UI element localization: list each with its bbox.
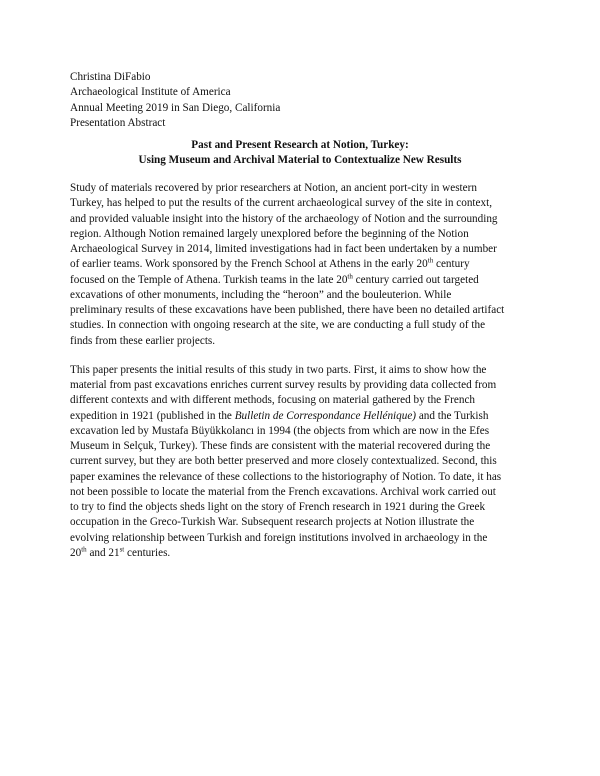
title-line-1: Past and Present Research at Notion, Turkey: <box>191 139 409 151</box>
journal-title: Bulletin de Correspondance Hellénique) <box>234 409 417 422</box>
paragraph-2-line: material from past excavations enriches current survey results by providing data collected from <box>70 379 497 391</box>
text-run: focused on the Temple of Athena. Turkish teams in the late 20 <box>70 273 348 286</box>
abstract-title <box>70 138 530 169</box>
paragraph-2 <box>70 363 532 561</box>
title-line-2: Using Museum and Archival Material to Contextualize New Results <box>138 154 462 167</box>
author-name: Christina DiFabio <box>70 71 151 83</box>
paragraph-1-line: finds from these earlier projects. <box>70 334 216 347</box>
text-run: 20 <box>70 546 82 559</box>
paragraph-2-line: evolving relationship between Turkish and foreign institutions involved in archaeology in the <box>70 531 488 544</box>
paragraph-1-line <box>70 273 532 288</box>
text-run: and the Turkish <box>416 409 489 422</box>
paragraph-1-line <box>70 257 532 272</box>
paragraph-1-line: and provided valuable insight into the history of the archaeology of Notion and the surrounding <box>70 212 498 225</box>
text-run: of earlier teams. Work sponsored by the French School at Athens in the early 20 <box>70 258 428 271</box>
paragraph-2-line: excavation led by Mustafa Büyükkolancı in 1994 (the objects from which are now in the Efes <box>70 424 490 437</box>
text-run: and 21 <box>86 546 120 559</box>
text-run: century <box>433 258 470 271</box>
superscript-ordinal: th <box>347 271 353 280</box>
paragraph-1-line: region. Although Notion remained largely unexplored before the beginning of the Notion <box>70 227 469 240</box>
paragraph-2-line: Museum in Selçuk, Turkey). These finds are consistent with the material recovered during the <box>70 440 491 452</box>
paragraph-1-line: excavations of other monuments, including the “heroon” and the bouleuterion. While <box>70 288 452 301</box>
abstract-body <box>70 181 532 575</box>
superscript-ordinal: th <box>81 545 87 554</box>
meeting-info: Annual Meeting 2019 in San Diego, California <box>70 101 281 114</box>
document-header <box>70 70 530 131</box>
paragraph-1-line: Archaeological Survey in 2014, limited investigations had in fact been undertaken by a number <box>70 243 497 255</box>
paragraph-1-line: Turkey, has helped to put the results of the current archaeological survey of the site in context, <box>70 197 492 210</box>
organization-name: Archaeological Institute of America <box>70 86 231 99</box>
paragraph-2-line: different contexts and with different methods, focusing on material gathered by the French <box>70 394 476 407</box>
paragraph-2-line <box>70 546 532 561</box>
paragraph-2-line: paper examines the relevance of these collections to the historiography of Notion. To date, it has <box>70 470 502 483</box>
paragraph-1-line: studies. In connection with ongoing research at the site, we are conducting a full study of the <box>70 319 486 332</box>
paragraph-1 <box>70 181 532 349</box>
text-run: centuries. <box>124 546 171 559</box>
paragraph-2-line: not been possible to locate the material from the French excavations. Archival work carried out <box>70 485 496 498</box>
superscript-ordinal: st <box>119 545 125 554</box>
paragraph-2-line: to try to find the objects sheds light on the story of French research in 1921 during the Greek <box>70 501 486 513</box>
paragraph-2-line: This paper presents the initial results of this study in two parts. First, it aims to show how the <box>70 363 487 376</box>
paragraph-2-line <box>70 409 532 424</box>
document-type: Presentation Abstract <box>70 116 166 129</box>
paragraph-1-line: Study of materials recovered by prior researchers at Notion, an ancient port-city in western <box>70 182 477 194</box>
paragraph-1-line: preliminary results of these excavations have been published, there have been no detailed artifact <box>70 304 505 316</box>
text-run: century carried out targeted <box>352 273 479 286</box>
superscript-ordinal: th <box>427 256 434 265</box>
paragraph-2-line: occupation in the Greco-Turkish War. Subsequent research projects at Notion illustrate the <box>70 516 475 529</box>
paragraph-2-line: current survey, but they are both better preserved and more closely contextualized. Second, this <box>70 455 497 468</box>
text-run: expedition in 1921 (published in the <box>70 409 235 422</box>
